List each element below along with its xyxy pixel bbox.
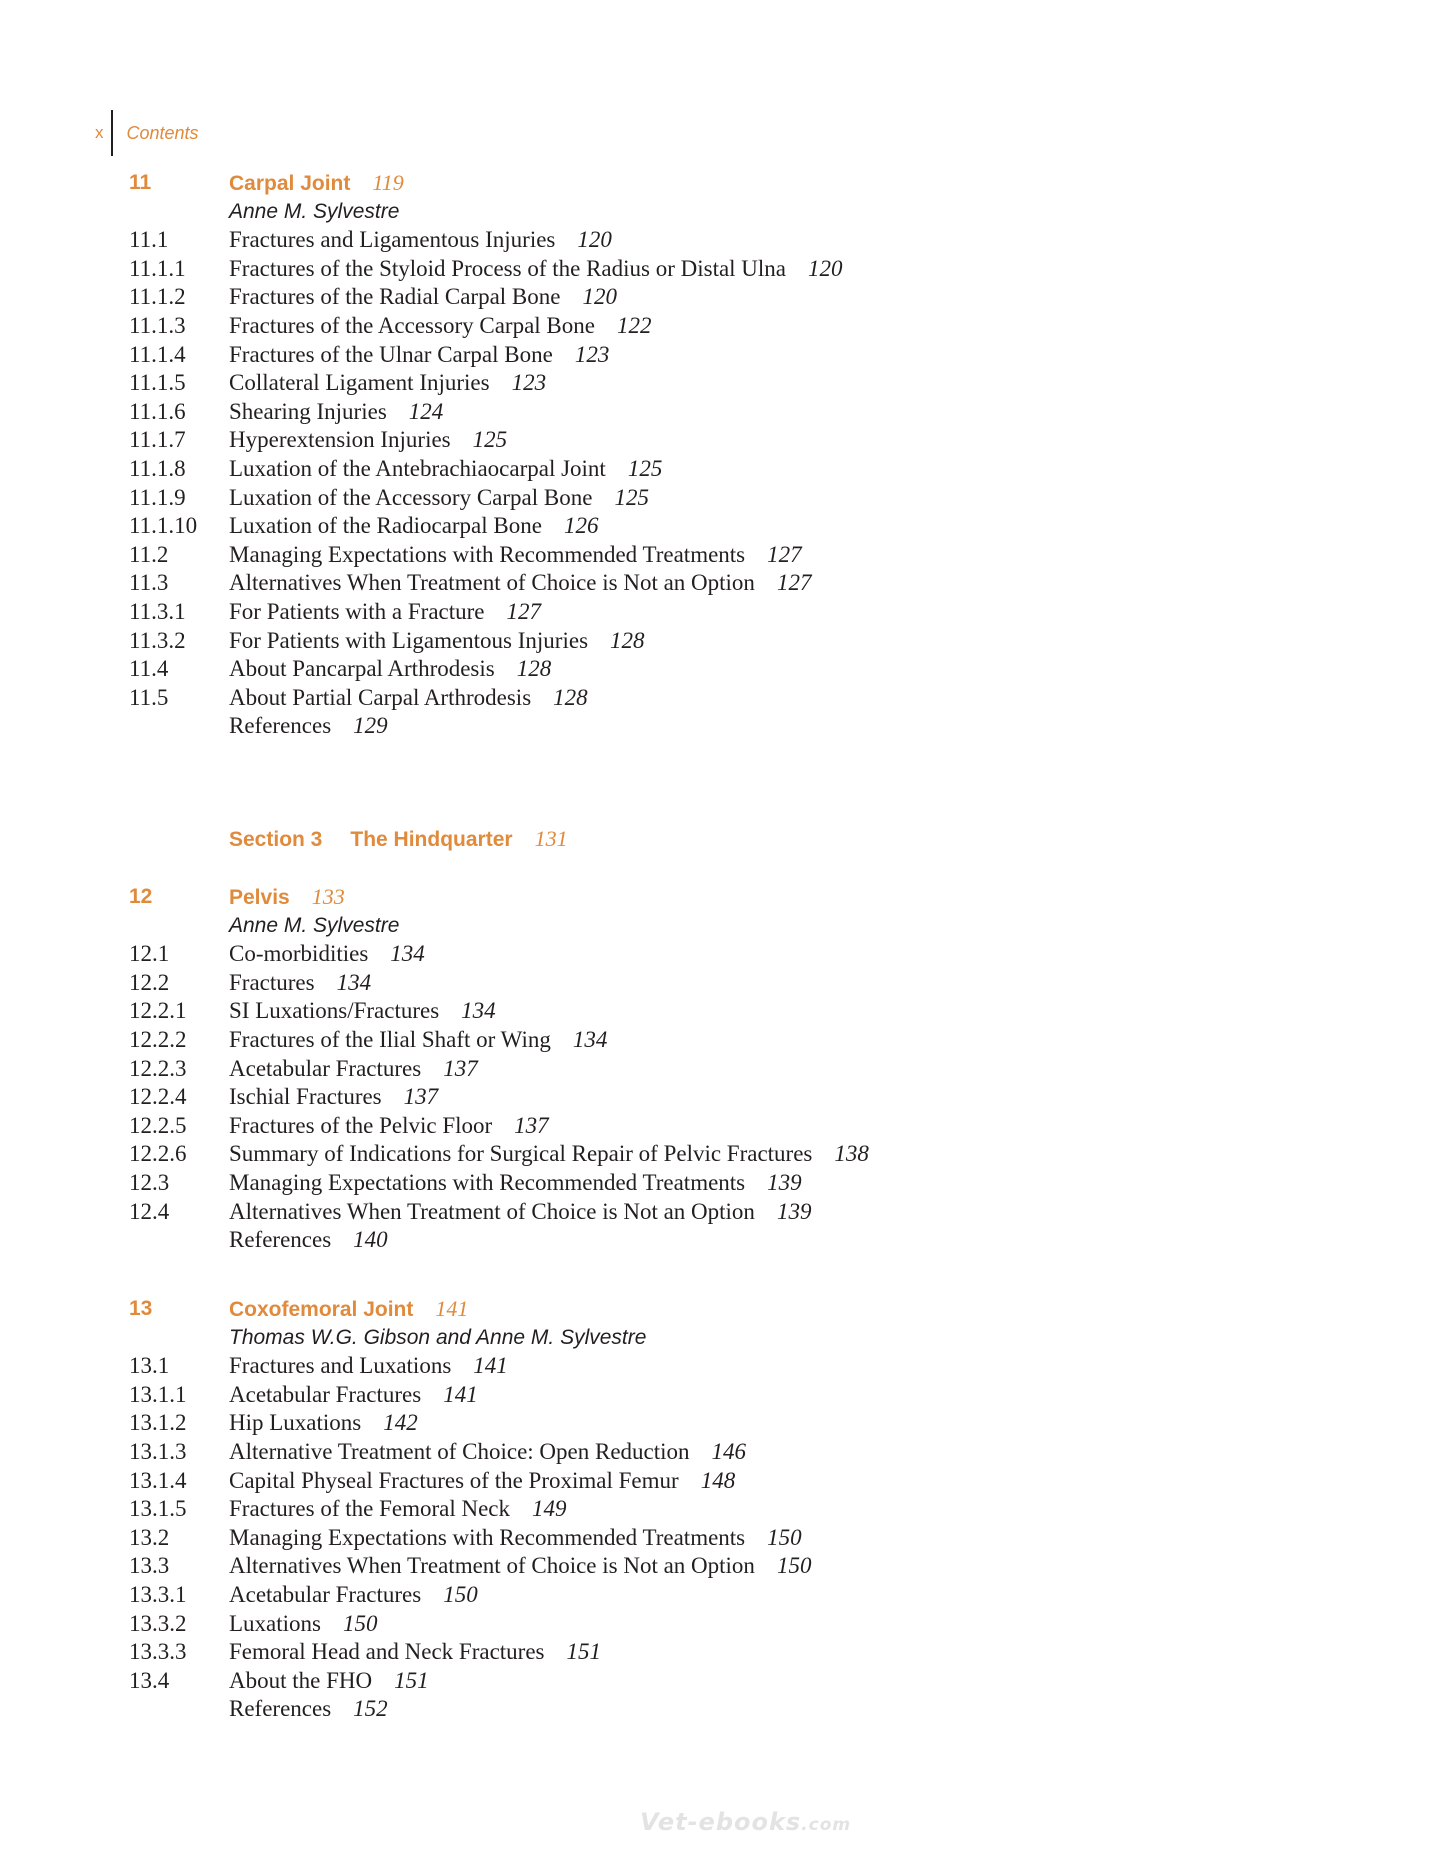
entry-title-wrap xyxy=(229,712,388,741)
toc-entry[interactable] xyxy=(0,226,1445,255)
entry-title: Fractures of the Pelvic Floor xyxy=(229,1112,493,1138)
entry-number: 12.2.4 xyxy=(129,1084,187,1110)
entry-title-wrap xyxy=(229,1140,869,1169)
entry-title: Fractures of the Styloid Process of the Radius or Distal Ulna xyxy=(229,255,787,281)
entry-title-wrap xyxy=(229,1352,508,1381)
entry-number: 11.1.5 xyxy=(129,370,186,396)
entry-title-wrap xyxy=(229,1026,607,1055)
entry-page: 152 xyxy=(353,1696,388,1722)
entry-title-wrap xyxy=(229,1381,478,1410)
entry-title-wrap xyxy=(229,1667,429,1696)
entry-title-wrap xyxy=(229,255,843,284)
entry-number: 13.3 xyxy=(129,1553,170,1579)
entry-title: Capital Physeal Fractures of the Proximal Femur xyxy=(229,1467,679,1493)
chapter-heading xyxy=(0,169,1445,198)
entry-number: 11.5 xyxy=(129,684,169,710)
entry-page: 139 xyxy=(767,1169,802,1195)
entry-title: Acetabular Fractures xyxy=(229,1381,422,1407)
entry-title-wrap xyxy=(229,1695,388,1724)
entry-number: 11.1.7 xyxy=(129,427,186,453)
toc-entry[interactable] xyxy=(0,598,1445,627)
entry-page: 142 xyxy=(383,1410,418,1436)
toc-entry[interactable] xyxy=(0,1169,1445,1198)
running-head-title: Contents xyxy=(126,122,199,143)
toc-entry[interactable] xyxy=(0,1083,1445,1112)
toc-entry[interactable] xyxy=(0,398,1445,427)
entry-number: 12.2.3 xyxy=(129,1055,187,1081)
entry-title-wrap xyxy=(229,426,507,455)
entry-number: 13.3.3 xyxy=(129,1639,187,1665)
entry-title: References xyxy=(229,1227,332,1253)
entry-title: Ischial Fractures xyxy=(229,1084,382,1110)
entry-title: Fractures of the Femoral Neck xyxy=(229,1496,511,1522)
entry-page: 151 xyxy=(394,1667,429,1693)
entry-number: 12.4 xyxy=(129,1198,170,1224)
chapter-author: Anne M. Sylvestre xyxy=(229,199,400,223)
references-entry[interactable] xyxy=(0,712,1445,741)
entry-title: Fractures xyxy=(229,969,315,995)
entry-title-wrap xyxy=(229,369,546,398)
entry-title: Co-morbidities xyxy=(229,941,369,967)
toc-entry[interactable] xyxy=(0,1638,1445,1667)
page-number: x xyxy=(95,123,104,142)
entry-page: 120 xyxy=(582,284,617,310)
toc-entry[interactable] xyxy=(0,455,1445,484)
entry-title: Fractures and Ligamentous Injuries xyxy=(229,227,556,253)
entry-page: 141 xyxy=(473,1353,508,1379)
toc-entry[interactable] xyxy=(0,512,1445,541)
entry-page: 137 xyxy=(443,1055,478,1081)
section-label: Section 3 xyxy=(229,828,323,851)
chapter-title[interactable]: Carpal Joint xyxy=(229,172,351,195)
toc-entry[interactable] xyxy=(0,369,1445,398)
entry-title: Acetabular Fractures xyxy=(229,1581,422,1607)
entry-title-wrap xyxy=(229,1083,438,1112)
entry-number: 11.3 xyxy=(129,570,169,596)
chapter-13 xyxy=(0,1295,1445,1724)
entry-title: References xyxy=(229,1696,332,1722)
entry-title-wrap xyxy=(229,997,496,1026)
toc-entry[interactable] xyxy=(0,655,1445,684)
entry-page: 127 xyxy=(767,541,802,567)
entry-title: Alternatives When Treatment of Choice is Not an Option xyxy=(229,1198,755,1224)
toc-entry[interactable] xyxy=(0,1026,1445,1055)
entry-title: Luxation of the Accessory Carpal Bone xyxy=(229,484,593,510)
entry-page: 128 xyxy=(553,684,588,710)
entry-page: 123 xyxy=(511,370,547,396)
entry-number: 11.3.2 xyxy=(129,627,186,653)
entry-title: SI Luxations/Fractures xyxy=(229,998,440,1024)
entry-page: 124 xyxy=(408,398,444,424)
entry-title-wrap xyxy=(229,1495,567,1524)
entry-title: Hip Luxations xyxy=(229,1410,362,1436)
entry-page: 127 xyxy=(776,570,812,596)
entry-title-wrap xyxy=(229,1552,811,1581)
entry-title-wrap xyxy=(229,484,649,513)
entry-number: 11.1.6 xyxy=(129,398,186,424)
running-head xyxy=(95,110,199,156)
entry-title: For Patients with Ligamentous Injuries xyxy=(229,627,589,653)
entry-number: 12.2.2 xyxy=(129,1026,187,1052)
chapter-title[interactable]: Pelvis xyxy=(229,886,290,909)
chapter-author: Anne M. Sylvestre xyxy=(229,913,400,937)
toc-entry[interactable] xyxy=(0,1409,1445,1438)
entry-title-wrap xyxy=(229,512,598,541)
entry-title-wrap xyxy=(229,969,371,998)
entry-page: 151 xyxy=(566,1639,601,1665)
entry-page: 123 xyxy=(574,341,610,367)
entry-number: 13.1.5 xyxy=(129,1496,187,1522)
entry-title-wrap xyxy=(229,1226,388,1255)
entry-number: 12.2.6 xyxy=(129,1141,187,1167)
toc-entry[interactable] xyxy=(0,283,1445,312)
entry-title: Hyperextension Injuries xyxy=(229,427,451,453)
toc-entry[interactable] xyxy=(0,1610,1445,1639)
entry-title-wrap xyxy=(229,627,645,656)
entry-page: 137 xyxy=(514,1112,549,1138)
entry-number: 12.1 xyxy=(129,941,170,967)
chapter-page: 133 xyxy=(311,884,345,909)
entry-title-wrap xyxy=(229,569,811,598)
entry-page: 120 xyxy=(808,255,843,281)
entry-page: 141 xyxy=(443,1381,478,1407)
entry-title-wrap xyxy=(229,1581,478,1610)
references-entry[interactable] xyxy=(0,1695,1445,1724)
entry-page: 150 xyxy=(776,1553,812,1579)
entry-number: 13.1 xyxy=(129,1353,170,1379)
entry-title: Femoral Head and Neck Fractures xyxy=(229,1639,545,1665)
entry-page: 125 xyxy=(614,484,649,510)
entry-title: Luxation of the Radiocarpal Bone xyxy=(229,513,542,539)
watermark-logo: Vet-ebooks.com xyxy=(640,1808,852,1836)
chapter-number: 12 xyxy=(129,885,153,908)
entry-number: 11.1.8 xyxy=(129,455,186,481)
entry-page: 128 xyxy=(610,627,645,653)
section-title: The Hindquarter xyxy=(350,828,513,851)
toc-entry[interactable] xyxy=(0,1667,1445,1696)
entry-title-wrap xyxy=(229,541,802,570)
entry-title: Managing Expectations with Recommended Treatments xyxy=(229,1524,746,1550)
entry-number: 11.1.3 xyxy=(129,312,186,338)
entry-title: References xyxy=(229,713,332,739)
entry-page: 137 xyxy=(403,1084,439,1110)
entry-title-wrap xyxy=(229,684,588,713)
chapter-number: 11 xyxy=(129,171,152,194)
toc-entry[interactable] xyxy=(0,969,1445,998)
entry-title-wrap xyxy=(229,455,662,484)
toc-entry[interactable] xyxy=(0,1467,1445,1496)
entry-page: 129 xyxy=(353,713,388,739)
chapter-title-wrap xyxy=(229,169,404,199)
toc-entry[interactable] xyxy=(0,1112,1445,1141)
entry-page: 138 xyxy=(834,1141,869,1167)
entry-page: 149 xyxy=(532,1496,567,1522)
entry-title-wrap xyxy=(229,312,651,341)
toc-entry[interactable] xyxy=(0,569,1445,598)
toc-entry[interactable] xyxy=(0,1438,1445,1467)
chapter-page: 141 xyxy=(435,1296,469,1321)
toc-entry[interactable] xyxy=(0,997,1445,1026)
entry-number: 13.4 xyxy=(129,1667,170,1693)
section-heading[interactable] xyxy=(0,825,1445,854)
entry-number: 11.1 xyxy=(129,227,169,253)
entry-number: 13.3.2 xyxy=(129,1610,187,1636)
entry-title: About Pancarpal Arthrodesis xyxy=(229,656,495,682)
references-entry[interactable] xyxy=(0,1226,1445,1255)
entry-title: Fractures and Luxations xyxy=(229,1353,452,1379)
chapter-author-row xyxy=(0,1324,1445,1353)
entry-title-wrap xyxy=(229,226,612,255)
toc-entry[interactable] xyxy=(0,426,1445,455)
entry-page: 125 xyxy=(472,427,508,453)
chapter-heading xyxy=(0,1295,1445,1324)
entry-number: 11.3.1 xyxy=(129,598,186,624)
entry-title-wrap xyxy=(229,1438,746,1467)
section-page: 131 xyxy=(534,826,568,851)
entry-title: Fractures of the Ulnar Carpal Bone xyxy=(229,341,553,367)
toc-entry[interactable] xyxy=(0,1352,1445,1381)
entry-number: 11.1.1 xyxy=(129,255,186,281)
entry-title-wrap xyxy=(229,1638,601,1667)
entry-title-wrap xyxy=(229,655,551,684)
entry-page: 150 xyxy=(343,1610,378,1636)
toc-entry[interactable] xyxy=(0,1055,1445,1084)
entry-title: Managing Expectations with Recommended Treatments xyxy=(229,1169,746,1195)
chapter-title[interactable]: Coxofemoral Joint xyxy=(229,1298,414,1321)
chapter-author-row xyxy=(0,198,1445,227)
toc-entry[interactable] xyxy=(0,541,1445,570)
entry-title: Shearing Injuries xyxy=(229,398,387,424)
entry-page: 134 xyxy=(572,1026,608,1052)
entry-title: Alternatives When Treatment of Choice is Not an Option xyxy=(229,570,755,596)
entry-title: Luxations xyxy=(229,1610,321,1636)
entry-title: Alternative Treatment of Choice: Open Reduction xyxy=(229,1438,690,1464)
entry-page: 122 xyxy=(616,312,652,338)
chapter-12 xyxy=(0,883,1445,1255)
section-title-wrap xyxy=(229,825,568,855)
entry-page: 140 xyxy=(353,1227,388,1253)
toc-entry[interactable] xyxy=(0,627,1445,656)
toc-entry[interactable] xyxy=(0,1495,1445,1524)
entry-number: 11.1.10 xyxy=(129,513,198,539)
entry-title: Managing Expectations with Recommended Treatments xyxy=(229,541,746,567)
entry-page: 125 xyxy=(627,455,663,481)
entry-number: 13.1.2 xyxy=(129,1410,187,1436)
entry-page: 150 xyxy=(443,1581,478,1607)
entry-title: Alternatives When Treatment of Choice is Not an Option xyxy=(229,1553,755,1579)
entry-title-wrap xyxy=(229,1169,802,1198)
chapter-number: 13 xyxy=(129,1297,153,1320)
entry-title-wrap xyxy=(229,341,609,370)
chapter-11 xyxy=(0,169,1445,741)
entry-title-wrap xyxy=(229,398,443,427)
entry-title: Luxation of the Antebrachiaocarpal Joint xyxy=(229,455,606,481)
entry-title: Collateral Ligament Injuries xyxy=(229,370,490,396)
entry-title: About Partial Carpal Arthrodesis xyxy=(229,684,532,710)
entry-number: 12.2 xyxy=(129,969,170,995)
entry-number: 12.2.5 xyxy=(129,1112,187,1138)
toc-entry[interactable] xyxy=(0,341,1445,370)
entry-number: 11.1.9 xyxy=(129,484,186,510)
entry-title-wrap xyxy=(229,940,425,969)
entry-page: 120 xyxy=(577,227,612,253)
chapter-heading xyxy=(0,883,1445,912)
toc-entry[interactable] xyxy=(0,684,1445,713)
entry-title: Acetabular Fractures xyxy=(229,1055,422,1081)
toc-entry[interactable] xyxy=(0,1552,1445,1581)
entry-number: 13.1.3 xyxy=(129,1438,187,1464)
toc-entry[interactable] xyxy=(0,1581,1445,1610)
entry-number: 11.2 xyxy=(129,541,169,567)
entry-number: 13.1.1 xyxy=(129,1381,187,1407)
entry-number: 12.2.1 xyxy=(129,998,187,1024)
entry-title: Fractures of the Ilial Shaft or Wing xyxy=(229,1026,551,1052)
entry-page: 134 xyxy=(336,969,372,995)
entry-title-wrap xyxy=(229,283,617,312)
chapter-author: Thomas W.G. Gibson and Anne M. Sylvestre xyxy=(229,1325,647,1349)
entry-page: 134 xyxy=(461,998,496,1024)
entry-number: 11.4 xyxy=(129,656,169,682)
entry-page: 128 xyxy=(516,656,552,682)
toc-entry[interactable] xyxy=(0,1524,1445,1553)
entry-title-wrap xyxy=(229,1467,735,1496)
entry-title: Summary of Indications for Surgical Repair of Pelvic Fractures xyxy=(229,1141,813,1167)
entry-title: About the FHO xyxy=(229,1667,373,1693)
toc-entry[interactable] xyxy=(0,312,1445,341)
toc-entry[interactable] xyxy=(0,255,1445,284)
toc-entry[interactable] xyxy=(0,1140,1445,1169)
entry-page: 148 xyxy=(700,1467,736,1493)
entry-number: 11.1.4 xyxy=(129,341,186,367)
entry-number: 13.2 xyxy=(129,1524,170,1550)
toc-entry[interactable] xyxy=(0,1198,1445,1227)
entry-title: Fractures of the Radial Carpal Bone xyxy=(229,284,561,310)
entry-number: 12.3 xyxy=(129,1169,170,1195)
entry-number: 13.3.1 xyxy=(129,1581,187,1607)
entry-title: For Patients with a Fracture xyxy=(229,598,485,624)
entry-title-wrap xyxy=(229,1198,811,1227)
entry-page: 126 xyxy=(563,513,599,539)
entry-title-wrap xyxy=(229,598,541,627)
section-3 xyxy=(0,825,1445,854)
entry-title-wrap xyxy=(229,1112,549,1141)
entry-page: 134 xyxy=(390,941,425,967)
chapter-title-wrap xyxy=(229,1295,468,1325)
entry-number: 11.1.2 xyxy=(129,284,186,310)
entry-title-wrap xyxy=(229,1409,418,1438)
chapter-title-wrap xyxy=(229,883,345,913)
entry-page: 127 xyxy=(506,598,542,624)
chapter-author-row xyxy=(0,912,1445,941)
entry-number: 13.1.4 xyxy=(129,1467,187,1493)
entry-title-wrap xyxy=(229,1524,802,1553)
toc-entry[interactable] xyxy=(0,484,1445,513)
entry-title-wrap xyxy=(229,1610,378,1639)
entry-page: 146 xyxy=(711,1438,747,1464)
entry-title: Fractures of the Accessory Carpal Bone xyxy=(229,312,595,338)
entry-page: 139 xyxy=(776,1198,812,1224)
toc-entry[interactable] xyxy=(0,940,1445,969)
entry-title-wrap xyxy=(229,1055,478,1084)
entry-page: 150 xyxy=(767,1524,802,1550)
running-head-rule xyxy=(111,110,113,156)
chapter-page: 119 xyxy=(372,170,404,195)
toc-entry[interactable] xyxy=(0,1381,1445,1410)
